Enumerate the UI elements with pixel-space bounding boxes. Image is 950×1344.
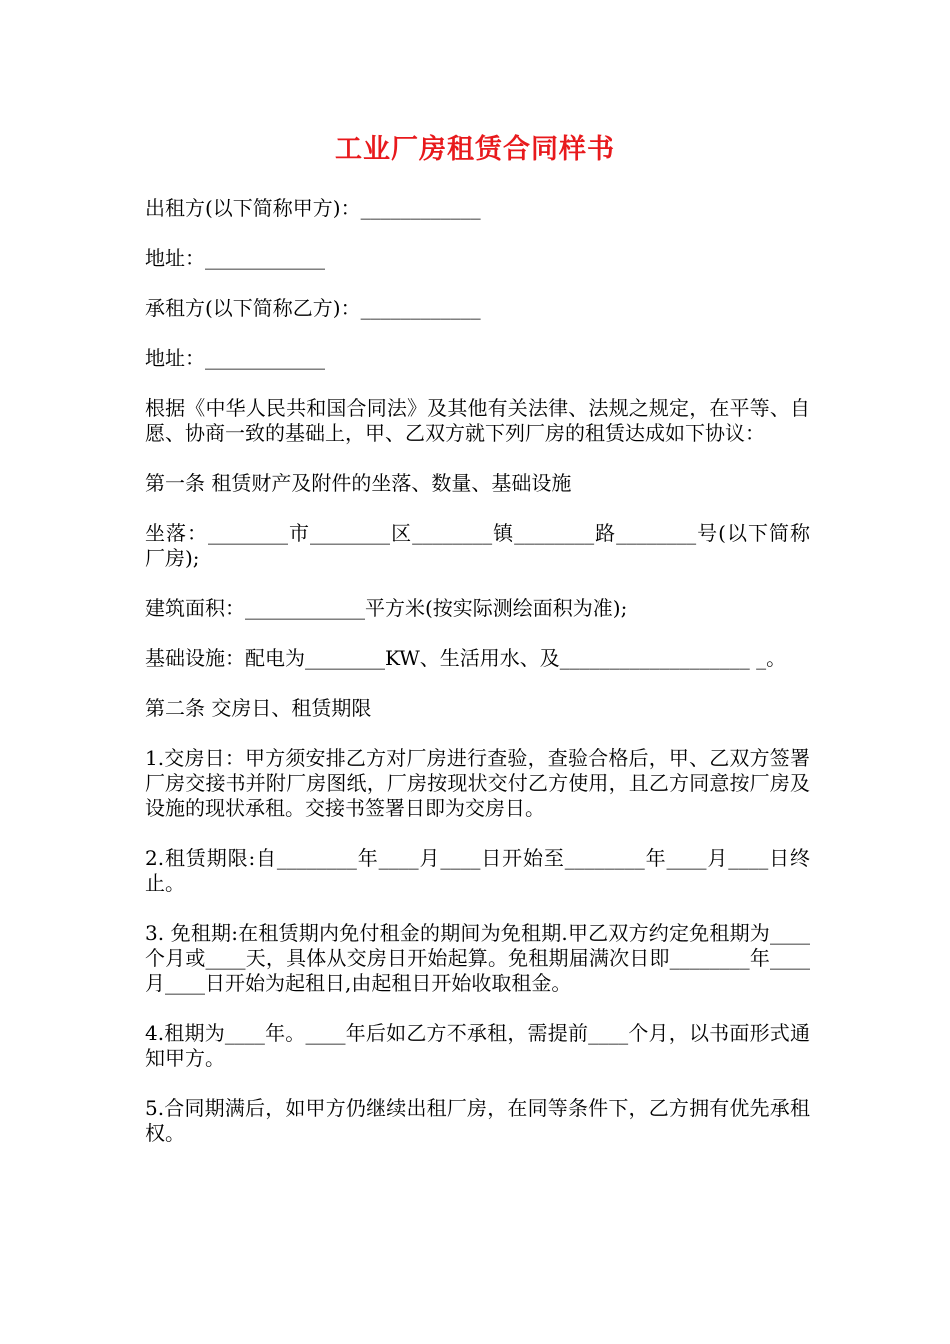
document-body xyxy=(145,196,810,1171)
clause-handover-date: 1.交房日：甲方须安排乙方对厂房进行查验，查验合格后，甲、乙双方签署厂房交接书并附厂房图纸，厂房按现状交付乙方使用，且乙方同意按厂房及设施的现状承租。交接书签署日即为交房日。 xyxy=(145,746,810,820)
paragraph-location: 坐落：________市________区________镇________路________号(以下简称厂房); xyxy=(145,521,810,570)
clause-renewal-priority: 5.合同期满后，如甲方仍继续出租厂房，在同等条件下，乙方拥有优先承租权。 xyxy=(145,1096,810,1145)
document-title: 工业厂房租赁合同样书 xyxy=(335,134,615,165)
paragraph-facilities: 基础设施：配电为________KW、生活用水、及___________________ _。 xyxy=(145,646,787,670)
paragraph-lessor-address: 地址：____________ xyxy=(145,246,325,270)
paragraph-lessee: 承租方(以下简称乙方)：____________ xyxy=(145,296,481,320)
paragraph-lessor: 出租方(以下简称甲方)：____________ xyxy=(145,196,481,220)
article-2-heading: 第二条 交房日、租赁期限 xyxy=(145,696,372,720)
clause-lease-term: 2.租赁期限:自________年____月____日开始至________年____月____日终止。 xyxy=(145,846,810,895)
clause-lease-years: 4.租期为____年。____年后如乙方不承租，需提前____个月，以书面形式通知甲方。 xyxy=(145,1021,810,1070)
clause-rent-free-period: 3. 免租期:在租赁期内免付租金的期间为免租期.甲乙双方约定免租期为____个月或____天，具体从交房日开始起算。免租期届满次日即________年____月____日开始为起租日,由起租日开始收取租金。 xyxy=(145,921,810,995)
paragraph-preamble: 根据《中华人民共和国合同法》及其他有关法律、法规之规定，在平等、自愿、协商一致的基础上，甲、乙双方就下列厂房的租赁达成如下协议： xyxy=(145,396,810,445)
paragraph-floor-area: 建筑面积：____________平方米(按实际测绘面积为准); xyxy=(145,596,628,620)
paragraph-lessee-address: 地址：____________ xyxy=(145,346,325,370)
article-1-heading: 第一条 租赁财产及附件的坐落、数量、基础设施 xyxy=(145,471,572,495)
